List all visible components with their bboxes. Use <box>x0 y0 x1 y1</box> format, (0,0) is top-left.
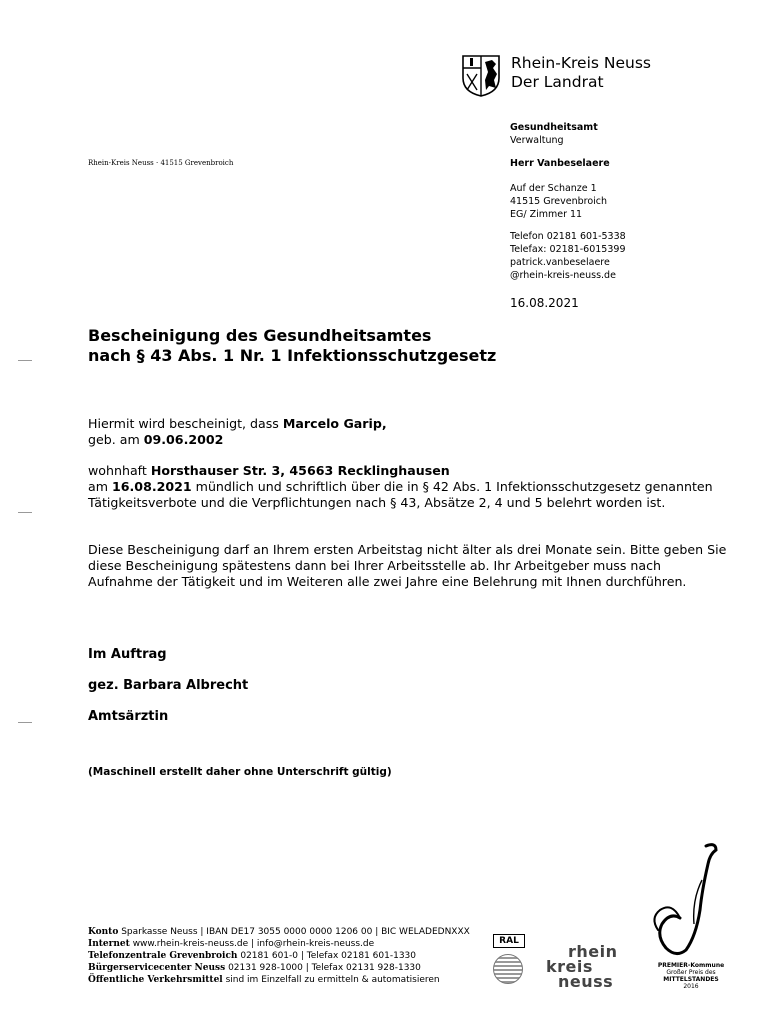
footer-info <box>88 926 470 986</box>
fax: Telefax: 02181-6015399 <box>510 244 626 255</box>
coat-of-arms-icon <box>461 54 501 98</box>
footer-text: 02181 601-0 | Telefax 02181 601-1330 <box>240 951 416 961</box>
signature-role: Amtsärztin <box>88 709 169 724</box>
footer-row <box>88 926 470 938</box>
footer-text: Sparkasse Neuss | IBAN DE17 3055 0000 0000 1206 00 | BIC WELADEDNXXX <box>121 927 470 937</box>
logo-line-2: kreis <box>546 957 593 976</box>
instruction-prefix: am <box>88 479 112 494</box>
award-figure-icon <box>636 840 726 964</box>
contact-details <box>510 230 626 282</box>
rhein-kreis-neuss-logo <box>546 944 618 989</box>
signature-on-behalf: Im Auftrag <box>88 647 167 662</box>
org-line-1: Rhein-Kreis Neuss <box>511 54 651 72</box>
fold-mark <box>18 360 32 361</box>
department <box>510 121 598 147</box>
footer-text: 02131 928-1000 | Telefax 02131 928-1330 <box>228 963 421 973</box>
signature-name: gez. Barbara Albrecht <box>88 678 249 693</box>
person-name: Marcelo Garip, <box>282 416 387 431</box>
logo-line-1: rhein <box>568 942 618 961</box>
footer-row <box>88 974 470 986</box>
org-name <box>511 54 651 92</box>
ral-label: RAL <box>493 934 525 948</box>
org-line-2: Der Landrat <box>511 73 604 91</box>
birth-prefix: geb. am <box>88 432 144 447</box>
footer-label: Internet <box>88 939 130 949</box>
ral-seal-icon <box>493 934 525 990</box>
title-line-1: Bescheinigung des Gesundheitsamtes <box>88 326 432 345</box>
intro-text: Hiermit wird bescheinigt, dass <box>88 416 283 431</box>
logo-line-3: neuss <box>558 972 614 991</box>
footer-row <box>88 950 470 962</box>
footer-text: www.rhein-kreis-neuss.de | info@rhein-kreis-neuss.de <box>132 939 375 949</box>
department-unit: Verwaltung <box>510 135 564 146</box>
office-address <box>510 182 607 221</box>
instruction-paragraph <box>88 463 728 511</box>
title-line-2: nach § 43 Abs. 1 Nr. 1 Infektionsschutzgesetz <box>88 346 497 365</box>
fold-mark <box>18 722 32 723</box>
department-name: Gesundheitsamt <box>510 122 598 133</box>
award-line-2: Großer Preis des <box>666 969 716 976</box>
award-year: 2016 <box>683 983 699 990</box>
footer-text: sind im Einzelfall zu ermitteln & automatisieren <box>225 975 440 985</box>
footer-label: Telefonzentrale Grevenbroich <box>88 951 238 961</box>
birth-date: 09.06.2002 <box>143 432 224 447</box>
document-title <box>88 326 496 366</box>
award-caption <box>656 962 726 990</box>
phone: Telefon 02181 601-5338 <box>510 231 626 242</box>
certification-paragraph <box>88 416 387 448</box>
footer-label: Bürgerservicecenter Neuss <box>88 963 226 973</box>
sender-return-line: Rhein-Kreis Neuss · 41515 Grevenbroich <box>88 159 234 167</box>
residence-prefix: wohnhaft <box>88 463 151 478</box>
award-line-3: MITTELSTANDES <box>663 976 719 983</box>
award-line-1: PREMIER-Kommune <box>657 962 725 969</box>
letter-date: 16.08.2021 <box>510 296 579 310</box>
machine-generated-note: (Maschinell erstellt daher ohne Unterschrift gültig) <box>88 766 392 778</box>
footer-row <box>88 962 470 974</box>
instruction-date: 16.08.2021 <box>112 479 192 494</box>
address-line-2: 41515 Grevenbroich <box>510 196 608 207</box>
footer-row <box>88 938 470 950</box>
email-line-1: patrick.vanbeselaere <box>510 257 610 268</box>
contact-name: Herr Vanbeselaere <box>510 158 610 169</box>
fold-mark <box>18 512 32 513</box>
address-line-3: EG/ Zimmer 11 <box>510 209 583 220</box>
instruction-text: mündlich und schriftlich über die in § 42 Abs. 1 Infektionsschutzgesetz genannten Tätigkeitsverbote und die Verpflichtungen nach § 43, Absätze 2, 4 und 5 belehrt worden ist. <box>88 479 713 510</box>
email-line-2: @rhein-kreis-neuss.de <box>510 270 616 281</box>
footer-label: Konto <box>88 927 119 937</box>
validity-paragraph: Diese Bescheinigung darf an Ihrem ersten Arbeitstag nicht älter als drei Monate sein. Bitte geben Sie diese Bescheinigung spätestens dann bei Ihrer Arbeitsstelle ab. Ihr Arbeitgeber muss nach Aufnahme der Tätigkeit und im Weiteren alle zwei Jahre eine Belehrung mit Ihnen durchführen. <box>88 542 727 589</box>
footer-label: Öffentliche Verkehrsmittel <box>88 975 223 985</box>
residence-address: Horsthauser Str. 3, 45663 Recklinghausen <box>150 463 450 478</box>
address-line-1: Auf der Schanze 1 <box>510 183 597 194</box>
